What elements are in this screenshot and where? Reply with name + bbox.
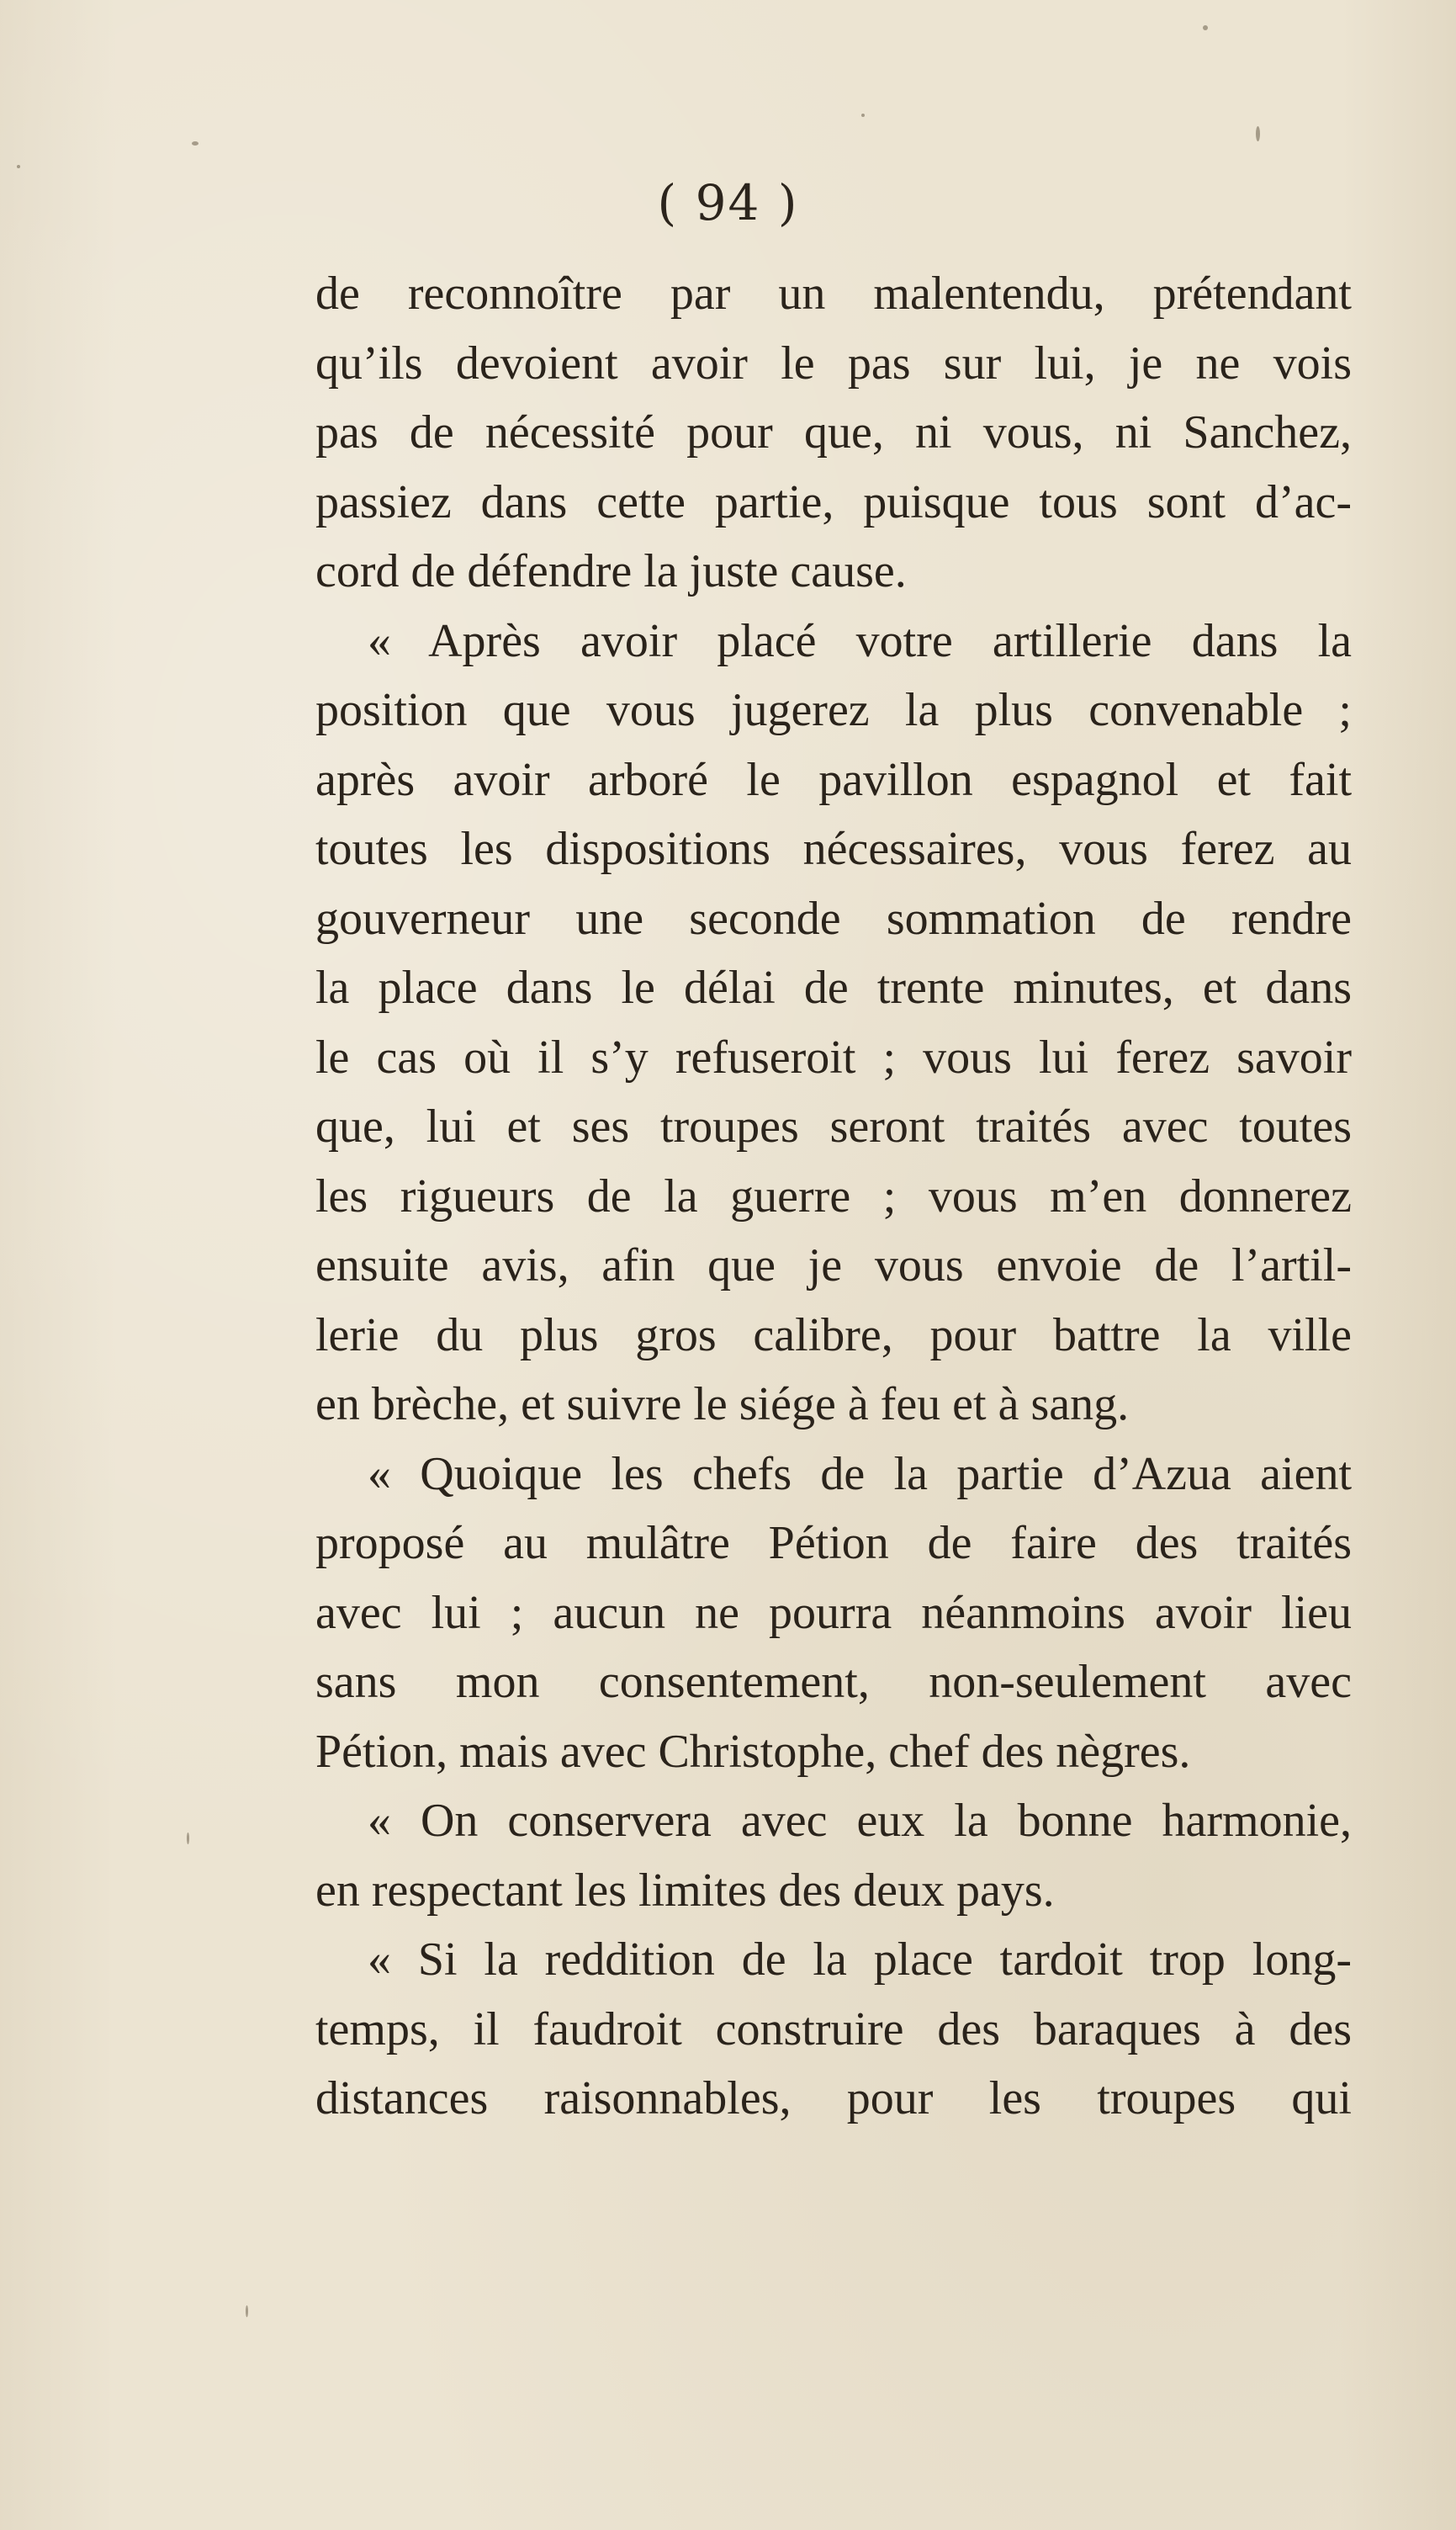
text-line: cord de défendre la juste cause. [315, 545, 907, 597]
text-line: distances raisonnables, pour les troupes qui [315, 2072, 1352, 2124]
text-line: « Après avoir placé votre artillerie dans la [368, 614, 1352, 667]
text-line: toutes les dispositions nécessaires, vous ferez au [315, 823, 1352, 875]
text-line: sans mon consentement, non-seulement avec [315, 1656, 1352, 1708]
text-line: « Si la reddition de la place tardoit trop long- [368, 1933, 1352, 1986]
text-line: la place dans le délai de trente minutes, et dans [315, 962, 1352, 1014]
text-line: pas de nécessité pour que, ni vous, ni Sanchez, [315, 406, 1352, 459]
text-line: en respectant les limites des deux pays. [315, 1864, 1055, 1917]
paper-speck [1203, 25, 1208, 30]
paper-speck [17, 165, 20, 168]
text-line: les rigueurs de la guerre ; vous m’en donnerez [315, 1170, 1352, 1223]
text-line: position que vous jugerez la plus convenable ; [315, 684, 1352, 736]
text-line: qu’ils devoient avoir le pas sur lui, je ne vois [315, 337, 1352, 390]
text-line: que, lui et ses troupes seront traités avec toutes [315, 1101, 1352, 1153]
text-line: temps, il faudroit construire des baraques à des [315, 2002, 1352, 2055]
paper-speck [1256, 126, 1260, 141]
text-line: « Quoique les chefs de la partie d’Azua aient [368, 1447, 1352, 1500]
text-line: gouverneur une seconde sommation de rendre [315, 892, 1352, 945]
paper-speck [187, 1833, 189, 1844]
text-line: en brèche, et suivre le siége à feu et à sang. [315, 1378, 1130, 1430]
text-line: lerie du plus gros calibre, pour battre la ville [315, 1308, 1352, 1361]
text-line: Pétion, mais avec Christophe, chef des nègres. [315, 1725, 1191, 1778]
text-line: après avoir arboré le pavillon espagnol et fait [315, 753, 1352, 806]
paper-speck [861, 114, 865, 117]
paper-speck [192, 141, 199, 146]
text-line: le cas où il s’y refuseroit ; vous lui ferez savoir [315, 1031, 1352, 1084]
page-number: ( 94 ) [657, 174, 799, 231]
text-line: avec lui ; aucun ne pourra néanmoins avoir lieu [315, 1586, 1352, 1639]
text-line: de reconnoître par un malentendu, prétendant [315, 268, 1352, 320]
text-line: proposé au mulâtre Pétion de faire des traités [315, 1517, 1352, 1569]
text-line: « On conservera avec eux la bonne harmonie, [368, 1795, 1352, 1847]
paper-speck [246, 2305, 248, 2317]
text-line: ensuite avis, afin que je vous envoie de l’artil- [315, 1239, 1352, 1292]
text-line: passiez dans cette partie, puisque tous sont d’ac- [315, 475, 1352, 528]
body-text [315, 259, 1352, 2134]
